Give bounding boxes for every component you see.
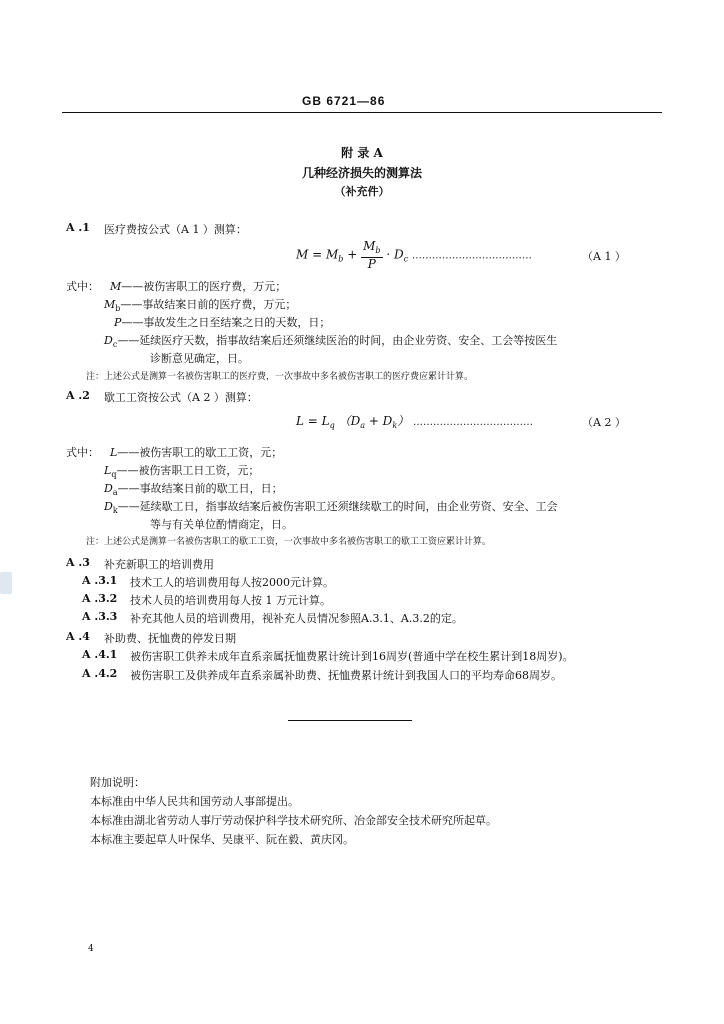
appendix-subtitle: （补充件） — [334, 185, 390, 198]
a3-item-text: 技术工人的培训费用每人按2000元计算。 — [130, 576, 334, 589]
section-a2-intro: 歇工工资按公式（A 2 ）测算： — [104, 391, 258, 404]
a1-def-p: P——事故发生之日至结案之日的天数，日； — [114, 316, 331, 329]
formula-a1-dots: ……………………………… — [411, 250, 532, 262]
a4-item-text: 被伤害职工及供养成年直系亲属补助费、抚恤费累计统计到我国人口的平均寿命68周岁。 — [130, 669, 562, 682]
formula-a1-sub-c: c — [403, 254, 409, 264]
a4-item-number: A .4.1 — [82, 648, 118, 661]
a1-def-mb: $M_b——$事故结案日前的医疗费，万元； — [104, 298, 297, 313]
a2-def-dk-continued: 等与有关单位酌情商定，日。 — [150, 518, 293, 531]
section-a1-number: A .1 — [66, 221, 90, 234]
section-a3-number: A .3 — [66, 556, 90, 569]
additional-line: 本标准由中华人民共和国劳动人事部提出。 — [90, 795, 299, 808]
a1-where-label: 式中： — [66, 280, 99, 293]
a4-item-text: 被伤害职工供养未成年直系亲属抚恤费累计统计到16周岁(普通中学在校生累计到18周岁)。 — [130, 650, 574, 663]
formula-a1-tail: · D — [386, 247, 404, 262]
a2-def-dk: $D_k——$延续歇工日，指事故结案后被伤害职工还须继续歇工的时间，由企业劳资、安全、工会 — [104, 500, 558, 515]
formula-a2-dots: ……………………………… — [413, 417, 534, 428]
a3-item-number: A .3.1 — [82, 574, 118, 587]
page-number: 4 — [88, 944, 94, 954]
a2-def-da: $D_a——$事故结案日前的歇工日，日； — [104, 482, 283, 497]
appendix-label: 附 录 A — [341, 146, 383, 160]
a2-note: 注：上述公式是测算一名被伤害职工的歇工工资，一次事故中多名被伤害职工的歇工工资应累计计算。 — [86, 537, 492, 547]
appendix-title: 几种经济损失的测算法 — [301, 166, 422, 180]
frac-numerator: M — [363, 239, 376, 253]
a3-item-text: 补充其他人员的培训费用，视补充人员情况参照A.3.1、A.3.2的定。 — [130, 612, 463, 625]
a1-def-dc-continued: 诊断意见确定，日。 — [150, 352, 249, 365]
section-a1-intro: 医疗费按公式（A 1 ）测算： — [104, 223, 247, 236]
a3-item-number: A .3.3 — [82, 610, 118, 623]
additional-line: 本标准主要起草人叶保华、吴康平、阮在毅、黄庆冈。 — [90, 833, 354, 846]
section-a3-title: 补充新职工的培训费用 — [104, 558, 214, 571]
a2-where-label: 式中： — [66, 446, 99, 459]
a2-def-l: L——被伤害职工的歇工工资，元； — [110, 446, 283, 459]
formula-a1-fraction — [361, 240, 382, 270]
a4-item-number: A .4.2 — [82, 667, 118, 680]
a3-item-text: 技术人员的培训费用每人按 1 万元计算。 — [130, 594, 331, 607]
a1-note: 注：上述公式是测算一名被伤害职工的医疗费，一次事故中多名被伤害职工的医疗费应累计计算。 — [86, 372, 474, 382]
formula-a2-label: （A 2 ） — [582, 416, 626, 429]
additional-line: 本标准由湖北省劳动人事厅劳动保护科学技术研究所、冶金部安全技术研究所起草。 — [90, 814, 497, 827]
header-rule — [62, 112, 662, 113]
formula-a1-plus: + — [347, 247, 358, 262]
scan-edge-mark — [0, 572, 12, 594]
a2-def-lq: $L_q——$被伤害职工日工资，元； — [104, 464, 260, 479]
section-a4-title: 补助费、抚恤费的停发日期 — [104, 632, 236, 645]
formula-a1-lhs: M = M — [296, 247, 339, 262]
frac-numerator-sub: b — [375, 246, 381, 255]
formula-a1-sub-b: b — [338, 254, 344, 264]
formula-a1-label: （A 1 ） — [582, 250, 626, 263]
standard-code-header: GB 6721—86 — [302, 94, 386, 108]
a1-def-m: M——被伤害职工的医疗费，万元； — [110, 280, 287, 293]
a3-item-number: A .3.2 — [82, 592, 118, 605]
additional-title: 附加说明： — [90, 776, 145, 789]
section-a2-number: A .2 — [66, 389, 90, 402]
a1-def-dc: $D_c——$延续医疗天数，指事故结案后还须继续医治的时间，由企业劳资、安全、工会等按医生 — [104, 334, 558, 349]
section-a4-number: A .4 — [66, 630, 90, 643]
formula-a2: $L = L_q$ $(D_a + D_k)$ ……………………………… — [296, 414, 534, 430]
frac-denominator: P — [367, 257, 376, 271]
section-separator — [288, 720, 412, 721]
formula-a1 — [296, 240, 532, 273]
